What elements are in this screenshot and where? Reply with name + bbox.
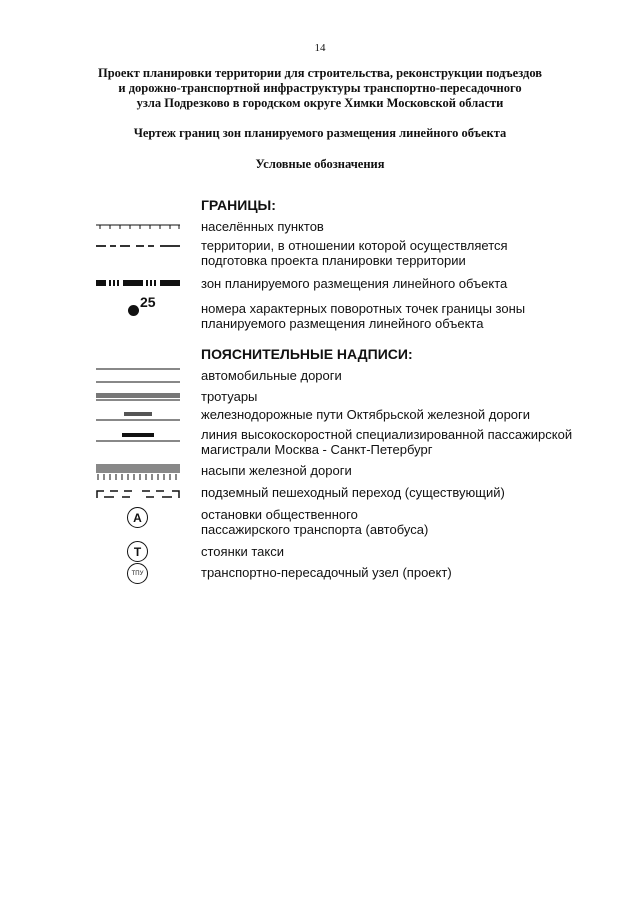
legend-item-text: железнодорожные пути Октябрьской железной дороги bbox=[201, 407, 531, 422]
legend-item-text: тротуары bbox=[201, 389, 258, 404]
legend-item-underground-passage bbox=[201, 485, 601, 500]
underground-passage-symbol bbox=[96, 486, 182, 500]
railway-tracks-symbol bbox=[96, 408, 182, 422]
section-boundaries-heading: ГРАНИЦЫ: bbox=[201, 197, 276, 213]
page-number: 14 bbox=[314, 42, 326, 54]
legend-item-text: остановки общественного bbox=[201, 507, 358, 522]
turning-point-number: 25 bbox=[140, 294, 156, 310]
legend-item-text: подземный пешеходный переход (существующий) bbox=[201, 485, 505, 500]
legend-item-bus-stops bbox=[201, 507, 601, 537]
document-title bbox=[60, 66, 580, 111]
linear-object-zone-boundary-symbol bbox=[96, 279, 182, 287]
legend-item-railway-tracks bbox=[201, 407, 601, 422]
legend-item-text: транспортно-пересадочный узел (проект) bbox=[201, 565, 452, 580]
legend-heading: Условные обозначения bbox=[255, 157, 385, 171]
high-speed-line-symbol bbox=[96, 428, 182, 444]
sidewalk-symbol bbox=[96, 390, 182, 402]
legend-item-text: планируемого размещения линейного объекта bbox=[201, 316, 484, 331]
legend-item-text: подготовка проекта планировки территории bbox=[201, 253, 466, 268]
legend-item-planning-territory bbox=[201, 238, 601, 268]
legend-item-text: зон планируемого размещения линейного объекта bbox=[201, 276, 508, 291]
title-line-2: и дорожно-транспортной инфраструктуры транспортно-пересадочного bbox=[118, 81, 522, 95]
legend-item-roads bbox=[201, 368, 601, 383]
legend-item-taxi-stands bbox=[201, 544, 601, 559]
drawing-subtitle: Чертеж границ зон планируемого размещения линейного объекта bbox=[133, 126, 507, 140]
legend-item-linear-object-zones bbox=[201, 276, 601, 291]
legend-item-text: магистрали Москва - Санкт-Петербург bbox=[201, 442, 433, 457]
legend-item-embankments bbox=[201, 463, 601, 478]
legend-item-sidewalks bbox=[201, 389, 601, 404]
road-symbol bbox=[96, 366, 182, 386]
taxi-stand-icon: Т bbox=[127, 541, 148, 562]
legend-item-text: территории, в отношении которой осуществляется bbox=[201, 238, 508, 253]
legend-item-text: линия высокоскоростной специализированной пассажирской bbox=[201, 427, 573, 442]
legend-item-text: номера характерных поворотных точек границы зоны bbox=[201, 301, 526, 316]
embankment-symbol bbox=[96, 462, 182, 482]
legend-item-high-speed-line bbox=[201, 427, 601, 457]
legend-item-text: автомобильные дороги bbox=[201, 368, 342, 383]
legend-item-turning-points bbox=[201, 301, 601, 331]
legend-item-text: населённых пунктов bbox=[201, 219, 324, 234]
settlement-boundary-symbol bbox=[96, 222, 182, 232]
legend-item-text: стоянки такси bbox=[201, 544, 284, 559]
title-line-3: узла Подрезково в городском округе Химки Московской области bbox=[136, 96, 504, 110]
turning-point-marker bbox=[128, 305, 139, 316]
title-line-1: Проект планировки территории для строительства, реконструкции подъездов bbox=[97, 66, 543, 80]
legend-item-settlements bbox=[201, 219, 601, 234]
legend-item-text: пассажирского транспорта (автобуса) bbox=[201, 522, 429, 537]
transport-hub-icon: ТПУ bbox=[127, 563, 148, 584]
bus-stop-icon: А bbox=[127, 507, 148, 528]
planning-territory-boundary-symbol bbox=[96, 243, 182, 249]
legend-item-transport-hub bbox=[201, 565, 601, 580]
section-notes-heading: ПОЯСНИТЕЛЬНЫЕ НАДПИСИ: bbox=[201, 346, 413, 362]
legend-item-text: насыпи железной дороги bbox=[201, 463, 352, 478]
